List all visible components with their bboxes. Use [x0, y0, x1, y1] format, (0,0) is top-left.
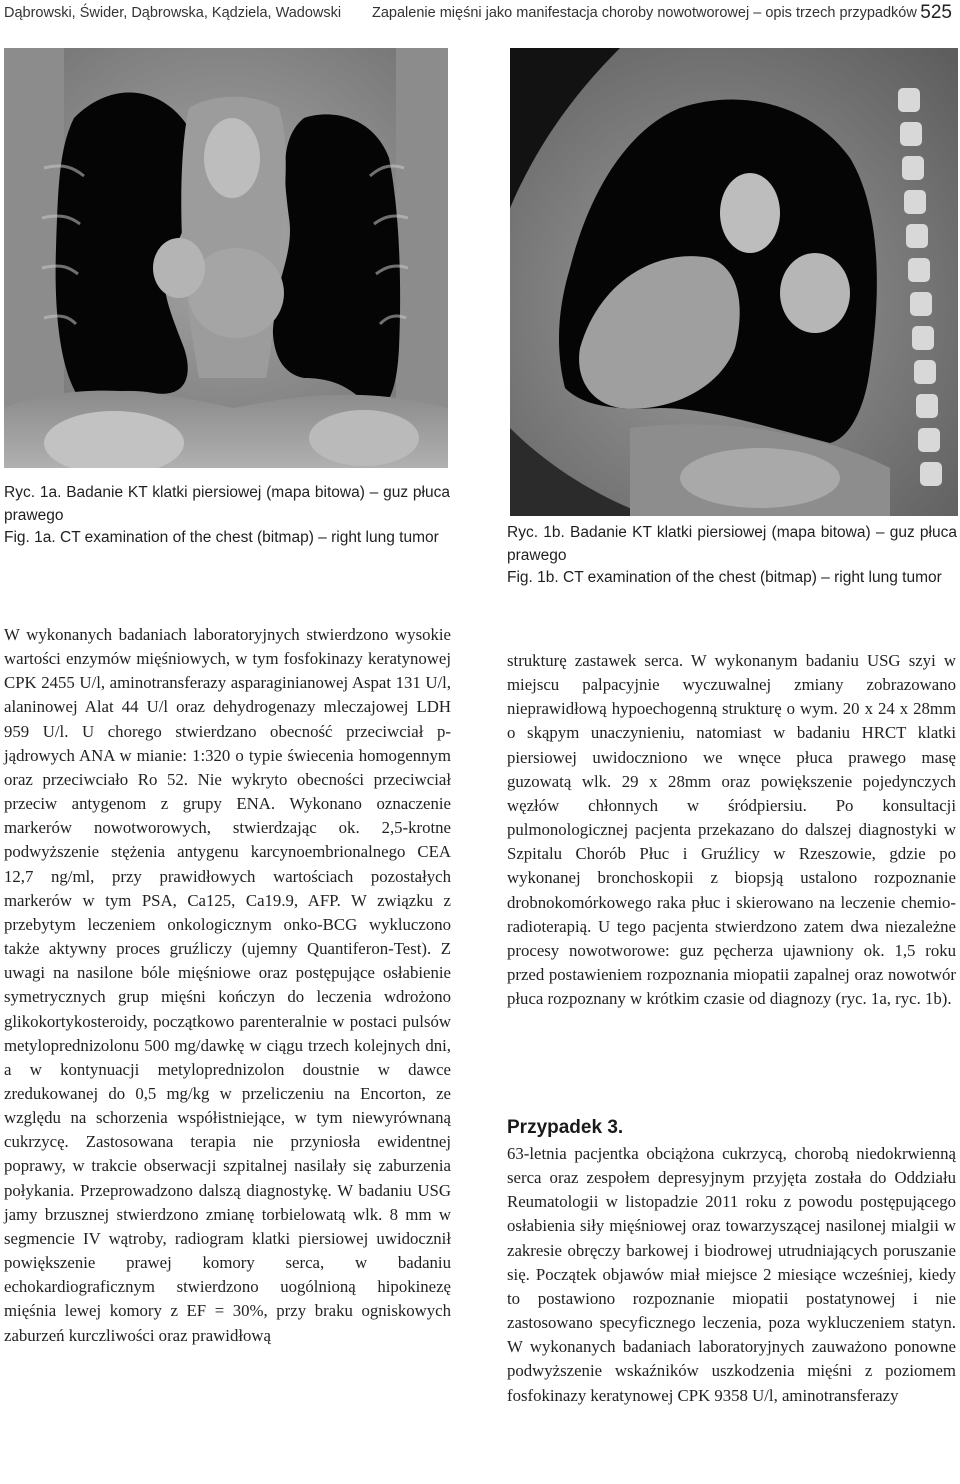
- section-heading-case-3: Przypadek 3.: [507, 1117, 624, 1138]
- body-right-column-top: strukturę zastawek serca. W wykonanym badaniu USG szyi w miejscu palpacyjnie wyczuwalnej zmiany zobrazowano nieprawidłową hypoechogenną strukturę o wym. 20 x 24 x 28mm o skąpym unaczynieniu, natomiast w badaniu HRCT klatki piersiowej uwidoczniono we wnęce płuca prawego masę guzowatą wlk. 29 x 28mm oraz powiększenie pojedynczych węzłów chłonnych w śródpiersiu. Po konsultacji pulmonologicznej pacjenta przekazano do dalszej diagnostyki w Szpitalu Chorób Płuc i Gruźlicy w Rzeszowie, gdzie po wykonanej bronchoskopii z biopsją ustalono rozpoznanie drobnokomórkowego raka płuc i skierowano na leczenie chemio-radioterapią. U tego pacjenta stwierdzono zatem dwa niezależne procesy nowotworowe: guz pęcherza ujawniony ok. 1,5 roku przed postawieniem rozpoznania miopatii zapalnej oraz nowotwór płuca rozpoznany w krótkim czasie od diagnozy (ryc. 1a, ryc. 1b).: [507, 651, 956, 1009]
- ct-sagittal-scan: [510, 48, 958, 516]
- ct-coronal-scan: [4, 48, 448, 468]
- figure-1b-caption: [507, 522, 957, 590]
- figure-1a-ct-image: [4, 48, 448, 468]
- figure-1a-caption-en: Fig. 1a. CT examination of the chest (bitmap) – right lung tumor: [4, 529, 439, 546]
- body-right-column-bottom: 63-letnia pacjentka obciążona cukrzycą, chorobą niedokrwienną serca oraz zespołem depresyjnym przyjęta została do Oddziału Reumatologii w listopadzie 2011 roku z powodu postępującego osłabienia siły mięśniowej oraz towarzyszącej nasilonej mialgii w zakresie obręczy barkowej i biodrowej utrudniających poruszanie się. Początek objawów miał miejsce 2 miesiące wcześniej, kiedy to postawiono rozpoznanie miopatii postatynowej i nie zastosowano specyficznego leczenia, poza wykluczeniem statyn. W wykonanych badaniach laboratoryjnych zauważono ponowne podwyższenie wskaźników uszkodzenia mięśni z poziomem fosfokinazy keratynowej CPK 9358 U/l, aminotransferazy: [507, 1144, 956, 1405]
- running-head-title: Zapalenie mięśni jako manifestacja choroby nowotworowej – opis trzech przypadków: [372, 5, 917, 21]
- figure-1b-ct-image: [510, 48, 958, 516]
- running-head-authors: Dąbrowski, Świder, Dąbrowska, Kądziela, Wadowski: [4, 5, 342, 21]
- running-head: [4, 2, 956, 26]
- figure-1b-caption-en: Fig. 1b. CT examination of the chest (bitmap) – right lung tumor: [507, 569, 942, 586]
- figure-1a-caption-pl: Ryc. 1a. Badanie KT klatki piersiowej (mapa bitowa) – guz płuca prawego: [4, 484, 450, 524]
- page-number: 525: [920, 2, 952, 23]
- figure-1a-caption: [4, 482, 450, 550]
- body-left-column: W wykonanych badaniach laboratoryjnych stwierdzono wysokie wartości enzymów mięśniowych, w tym fosfokinazy keratynowej CPK 2455 U/l, aminotransferazy asparaginianowej Aspat 131 U/l, alaninowej Alat 44 U/l oraz dehydrogenazy mleczajowej LDH 959 U/l. U chorego stwierdzano obecność przeciwciał p-jądrowych ANA w mianie: 1:320 o typie świecenia homogennym oraz przeciwciało Ro 52. Nie wykryto obecności przeciwciał przeciw antygenom z grupy ENA. Wykonano oznaczenie markerów nowotworowych, stwierdzając ok. 2,5-krotne podwyższenie stężenia antygenu karcynoembrionalnego CEA 12,7 ng/ml, przy prawidłowych wartościach pozostałych markerów w tym PSA, Ca125, Ca19.9, AFP. W związku z przebytym leczeniem onkologicznym onko-BCG wykluczono także aktywny proces gruźliczy (ujemny Quantiferon-Test). Z uwagi na nasilone bóle mięśniowe oraz postępujące osłabienie symetrycznych grup mięśni kończyn do leczenia wdrożono glikokortykosteroidy, początkowo parenteralnie w postaci pulsów metyloprednizolonu 500 mg/dawkę w ciągu trzech kolejnych dni, a w kontynuacji metyloprednizolon doustnie w dawce zredukowanej do 0,5 mg/kg w przeliczeniu na Encorton, ze względu na schorzenia współistniejące, w tym niewyrównaną cukrzycę. Zastosowana terapia nie przyniosła ewidentnej poprawy, w trakcie obserwacji szpitalnej nasilały się zaburzenia połykania. Przeprowadzono dalszą diagnostykę. W badaniu USG jamy brzusznej stwierdzono zmianę torbielowatą wlk. 8 mm w segmencie IV wątroby, radiogram klatki piersiowej uwidocznił powiększenie prawej komory serca, w badaniu echokardiograficznym stwierdzono uogólnioną hipokinezę mięśnia lewej komory z EF = 30%, przy braku ogniskowych zaburzeń kurczliwości oraz prawidłową: [4, 625, 451, 1345]
- figure-1b-caption-pl: Ryc. 1b. Badanie KT klatki piersiowej (mapa bitowa) – guz płuca prawego: [507, 524, 957, 564]
